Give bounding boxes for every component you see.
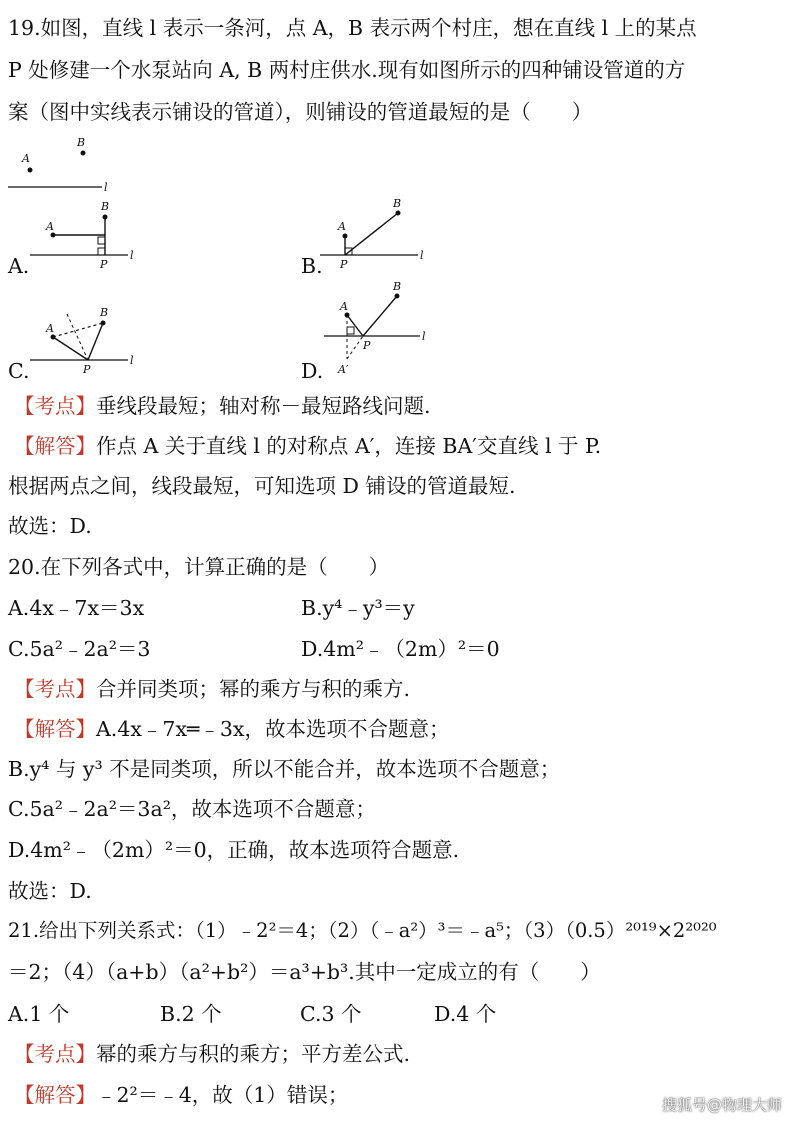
q19-option-a-label: A. [8, 254, 30, 278]
q21-option-a: A.1 个 [8, 1002, 70, 1026]
q20-option-c: C.5a²﹣2a²＝3 [8, 637, 151, 661]
label-l: l [130, 354, 134, 367]
q20-stem: 20.在下列各式中，计算正确的是（ ） [8, 555, 390, 579]
label-a: A [340, 300, 348, 313]
q20-answer: 故选：D. [8, 879, 92, 903]
kaodian-tag: 【考点】 [14, 677, 96, 701]
q19-option-b-label: B. [301, 254, 323, 278]
q21-kaodian: 【考点】幂的乘方与积的乘方；平方差公式. [14, 1042, 411, 1066]
q19-reference-figure [0, 130, 140, 195]
label-p: P [363, 339, 371, 352]
dashed-ab [53, 323, 103, 337]
q20-jieda-line-3: C.5a²﹣2a²＝3a²，故本选项不合题意； [8, 797, 376, 821]
label-l: l [104, 181, 108, 194]
q21-stem-line-1: 21.给出下列关系式：（1）﹣2²＝4；（2）（﹣a²）³＝﹣a⁵；（3）（0.5）²⁰¹⁹×2²⁰²⁰ [8, 919, 717, 942]
label-a: A [46, 322, 54, 335]
kaodian-tag: 【考点】 [14, 394, 96, 418]
label-p: P [83, 363, 91, 376]
pipe-pb [345, 213, 398, 255]
pipe-ap [347, 315, 363, 336]
q21-option-d: D.4 个 [434, 1002, 497, 1026]
dashed-apb [347, 336, 363, 359]
label-b: B [393, 197, 402, 210]
jieda-tag: 【解答】 [14, 1083, 96, 1107]
label-a: A [22, 152, 30, 165]
q21-option-c: C.3 个 [300, 1002, 362, 1026]
label-a: A [46, 220, 54, 233]
q20-jieda-line-2: B.y⁴ 与 y³ 不是同类项，所以不能合并，故本选项不合题意； [8, 757, 561, 781]
q21-stem-line-2: ＝2；（4）（a+b）（a²+b²）＝a³+b³.其中一定成立的有（ ） [8, 960, 601, 984]
q20-jieda-line-4: D.4m²﹣（2m）²＝0，正确，故本选项符合题意. [8, 838, 460, 862]
q20-option-d: D.4m²﹣（2m）²＝0 [301, 637, 500, 661]
q19-option-c-figure [30, 300, 150, 380]
label-b: B [101, 200, 110, 213]
pipe-bp [88, 323, 103, 360]
right-angle-mark [98, 248, 105, 255]
q19-jieda: 【解答】作点 A 关于直线 l 的对称点 A′，连接 BA′交直线 l 于 P. [14, 434, 602, 458]
label-l: l [422, 330, 426, 343]
label-l: l [420, 249, 424, 262]
point-b [81, 151, 86, 156]
q19-stem-line-1: 19.如图，直线 l 表示一条河，点 A，B 表示两个村庄，想在直线 l 上的某点 [8, 16, 697, 40]
right-angle-mark [347, 327, 354, 334]
label-b: B [77, 136, 86, 149]
label-l: l [130, 249, 134, 262]
q19-option-c-label: C. [8, 359, 30, 383]
q19-stem-line-2: P 处修建一个水泵站向 A, B 两村庄供水.现有如图所示的四种铺设管道的方 [8, 58, 686, 82]
q19-stem-line-3: 案（图中实线表示铺设的管道），则铺设的管道最短的是（ ） [8, 100, 593, 124]
point-a [28, 168, 33, 173]
pipe-pb [363, 296, 397, 336]
label-a: A [338, 220, 346, 233]
kaodian-tag: 【考点】 [14, 1042, 96, 1066]
right-angle-mark [98, 237, 105, 244]
label-p: P [100, 258, 108, 271]
label-a-prime: A′ [338, 363, 349, 376]
label-b: B [393, 280, 402, 293]
jieda-tag: 【解答】 [14, 717, 96, 741]
jieda-tag: 【解答】 [14, 434, 96, 458]
q20-kaodian: 【考点】合并同类项；幂的乘方与积的乘方. [14, 677, 411, 701]
q20-option-a: A.4x﹣7x＝3x [8, 596, 145, 620]
q19-option-d-label: D. [301, 359, 324, 383]
q19-option-b-figure [320, 195, 440, 275]
label-b: B [100, 306, 109, 319]
q21-option-b: B.2 个 [160, 1002, 222, 1026]
q19-kaodian: 【考点】垂线段最短；轴对称－最短路线问题. [14, 394, 431, 418]
q19-answer: 故选：D. [8, 514, 92, 538]
q19-option-a-figure [30, 195, 150, 275]
watermark: 搜狐号@物理大师 [661, 1096, 782, 1114]
q20-option-b: B.y⁴﹣y³＝y [301, 596, 415, 620]
q19-option-d-figure [320, 280, 440, 378]
q21-jieda: 【解答】﹣2²＝﹣4，故（1）错误； [14, 1083, 349, 1107]
q20-jieda: 【解答】A.4x﹣7x═﹣3x，故本选项不合题意； [14, 717, 450, 741]
q19-jieda-line-2: 根据两点之间，线段最短，可知选项 D 铺设的管道最短. [8, 474, 516, 498]
label-p: P [340, 258, 348, 271]
